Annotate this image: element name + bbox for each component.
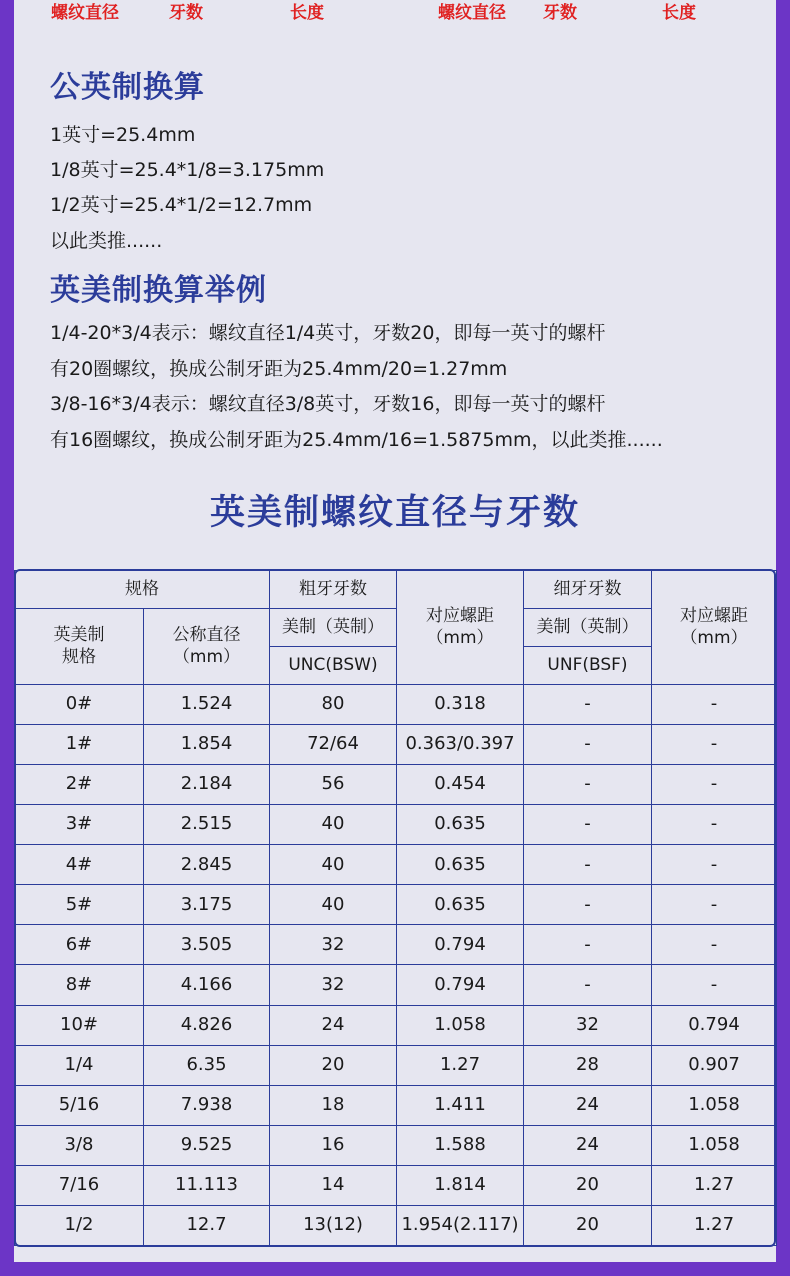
cell-fine-threads: - [524, 805, 652, 845]
table-row [15, 1125, 777, 1165]
cell-spec: 7/16 [15, 1165, 144, 1205]
cell-coarse-pitch: 1.058 [397, 1005, 524, 1045]
table-row [15, 1045, 777, 1085]
cell-spec: 6# [15, 925, 144, 965]
cell-spec: 5/16 [15, 1085, 144, 1125]
cell-spec: 3/8 [15, 1125, 144, 1165]
cell-coarse-threads: 18 [270, 1085, 397, 1125]
cell-fine-threads: 20 [524, 1165, 652, 1205]
cell-fine-pitch: 1.27 [652, 1165, 777, 1205]
cell-coarse-threads: 40 [270, 805, 397, 845]
top-label-diameter: 螺纹直径 [438, 3, 506, 23]
header-fine: 细牙牙数 [524, 571, 652, 609]
cell-fine-pitch: 1.058 [652, 1125, 777, 1165]
cell-coarse-pitch: 0.454 [397, 765, 524, 805]
cell-spec: 3# [15, 805, 144, 845]
cell-coarse-pitch: 0.635 [397, 845, 524, 885]
top-label-threads: 牙数 [169, 3, 203, 23]
cell-fine-pitch: - [652, 925, 777, 965]
section-title-example: 英美制换算举例 [50, 273, 267, 308]
table-row [15, 1005, 777, 1045]
text-line: 有16圈螺纹，换成公制牙距为25.4mm/16=1.5875mm，以此类推...... [50, 429, 663, 451]
cell-fine-threads: 24 [524, 1125, 652, 1165]
top-labels [14, 0, 776, 24]
cell-coarse-threads: 14 [270, 1165, 397, 1205]
text-line: 1/2英寸=25.4*1/2=12.7mm [50, 194, 313, 216]
cell-fine-pitch: - [652, 805, 777, 845]
table-row [15, 725, 777, 765]
cell-fine-threads: - [524, 925, 652, 965]
cell-fine-pitch: - [652, 965, 777, 1005]
cell-coarse-pitch: 0.794 [397, 925, 524, 965]
cell-fine-pitch: - [652, 765, 777, 805]
table-title: 英美制螺纹直径与牙数 [209, 493, 580, 533]
table-row [15, 685, 777, 725]
header-nominal-label: 公称直径 [172, 625, 241, 646]
top-label-diameter: 螺纹直径 [51, 3, 119, 23]
section-title-metric-imperial: 公英制换算 [50, 70, 205, 105]
cell-coarse-pitch: 1.954(2.117) [397, 1205, 524, 1245]
cell-coarse-threads: 32 [270, 925, 397, 965]
cell-coarse-pitch: 0.794 [397, 965, 524, 1005]
cell-coarse-pitch: 1.588 [397, 1125, 524, 1165]
cell-spec: 10# [15, 1005, 144, 1045]
header-us-imperial: 美制（英制） [524, 609, 652, 647]
cell-fine-threads: - [524, 765, 652, 805]
header-us-imperial: 美制（英制） [270, 609, 397, 647]
cell-coarse-threads: 80 [270, 685, 397, 725]
cell-fine-threads: - [524, 685, 652, 725]
cell-nominal-diameter: 1.854 [144, 725, 270, 765]
header-pitch-unit: （mm） [680, 627, 748, 648]
top-label-threads: 牙数 [543, 3, 577, 23]
table-row [15, 885, 777, 925]
header-imperial-label: 英美制 [53, 625, 105, 646]
cell-nominal-diameter: 2.515 [144, 805, 270, 845]
cell-fine-threads: 20 [524, 1205, 652, 1245]
header-coarse: 粗牙牙数 [270, 571, 397, 609]
table-row [15, 845, 777, 885]
cell-nominal-diameter: 4.166 [144, 965, 270, 1005]
header-pitch-unit: （mm） [426, 627, 494, 648]
table-row [15, 805, 777, 845]
cell-fine-pitch: - [652, 885, 777, 925]
cell-nominal-diameter: 12.7 [144, 1205, 270, 1245]
cell-nominal-diameter: 6.35 [144, 1045, 270, 1085]
header-pitch-label: 对应螺距 [680, 606, 748, 627]
cell-coarse-pitch: 1.814 [397, 1165, 524, 1205]
cell-nominal-diameter: 7.938 [144, 1085, 270, 1125]
cell-fine-pitch: 1.27 [652, 1205, 777, 1245]
cell-fine-threads: - [524, 725, 652, 765]
header-nominal-unit: （mm） [172, 646, 241, 667]
cell-coarse-pitch: 0.363/0.397 [397, 725, 524, 765]
cell-fine-pitch: 0.794 [652, 1005, 777, 1045]
cell-coarse-threads: 32 [270, 965, 397, 1005]
cell-fine-pitch: - [652, 845, 777, 885]
table-row [15, 965, 777, 1005]
header-spec-label: 规格 [62, 646, 96, 667]
cell-coarse-pitch: 1.411 [397, 1085, 524, 1125]
cell-spec: 5# [15, 885, 144, 925]
cell-coarse-pitch: 0.635 [397, 885, 524, 925]
cell-nominal-diameter: 9.525 [144, 1125, 270, 1165]
top-label-length: 长度 [662, 3, 696, 23]
cell-coarse-threads: 13(12) [270, 1205, 397, 1245]
text-line: 1/8英寸=25.4*1/8=3.175mm [50, 159, 325, 181]
cell-nominal-diameter: 11.113 [144, 1165, 270, 1205]
cell-spec: 4# [15, 845, 144, 885]
cell-coarse-threads: 20 [270, 1045, 397, 1085]
cell-spec: 0# [15, 685, 144, 725]
content-panel [14, 0, 776, 1262]
header-unc: UNC(BSW) [270, 647, 397, 685]
cell-coarse-threads: 24 [270, 1005, 397, 1045]
text-line: 有20圈螺纹，换成公制牙距为25.4mm/20=1.27mm [50, 358, 508, 380]
header-coarse-pitch [397, 571, 524, 685]
text-line: 1/4-20*3/4表示：螺纹直径1/4英寸，牙数20，即每一英寸的螺杆 [50, 322, 606, 344]
cell-spec: 1# [15, 725, 144, 765]
cell-coarse-threads: 72/64 [270, 725, 397, 765]
cell-nominal-diameter: 3.175 [144, 885, 270, 925]
text-line: 以此类推...... [50, 230, 163, 252]
cell-coarse-pitch: 0.635 [397, 805, 524, 845]
cell-spec: 1/2 [15, 1205, 144, 1245]
cell-fine-pitch: 0.907 [652, 1045, 777, 1085]
table-row [15, 925, 777, 965]
cell-coarse-pitch: 1.27 [397, 1045, 524, 1085]
table-row [15, 1085, 777, 1125]
cell-coarse-threads: 40 [270, 885, 397, 925]
cell-fine-pitch: 1.058 [652, 1085, 777, 1125]
cell-coarse-threads: 56 [270, 765, 397, 805]
cell-spec: 8# [15, 965, 144, 1005]
text-line: 3/8-16*3/4表示：螺纹直径3/8英寸，牙数16，即每一英寸的螺杆 [50, 393, 606, 415]
cell-fine-threads: - [524, 845, 652, 885]
cell-nominal-diameter: 4.826 [144, 1005, 270, 1045]
cell-fine-threads: 28 [524, 1045, 652, 1085]
header-fine-pitch [652, 571, 777, 685]
header-nominal-diameter [144, 609, 270, 685]
cell-fine-pitch: - [652, 685, 777, 725]
cell-fine-threads: - [524, 965, 652, 1005]
cell-coarse-threads: 16 [270, 1125, 397, 1165]
cell-nominal-diameter: 3.505 [144, 925, 270, 965]
cell-nominal-diameter: 1.524 [144, 685, 270, 725]
table-row [15, 765, 777, 805]
cell-fine-threads: 24 [524, 1085, 652, 1125]
cell-coarse-pitch: 0.318 [397, 685, 524, 725]
table-body [15, 685, 777, 1246]
cell-nominal-diameter: 2.845 [144, 845, 270, 885]
cell-spec: 2# [15, 765, 144, 805]
thread-spec-table [14, 570, 777, 1246]
header-spec: 规格 [15, 571, 270, 609]
text-line: 1英寸=25.4mm [50, 124, 196, 146]
top-label-length: 长度 [290, 3, 324, 23]
cell-fine-pitch: - [652, 725, 777, 765]
cell-fine-threads: 32 [524, 1005, 652, 1045]
table-row [15, 1205, 777, 1245]
cell-nominal-diameter: 2.184 [144, 765, 270, 805]
table-row [15, 1165, 777, 1205]
cell-coarse-threads: 40 [270, 845, 397, 885]
header-unf: UNF(BSF) [524, 647, 652, 685]
header-imperial-spec [15, 609, 144, 685]
header-pitch-label: 对应螺距 [426, 606, 494, 627]
cell-fine-threads: - [524, 885, 652, 925]
cell-spec: 1/4 [15, 1045, 144, 1085]
